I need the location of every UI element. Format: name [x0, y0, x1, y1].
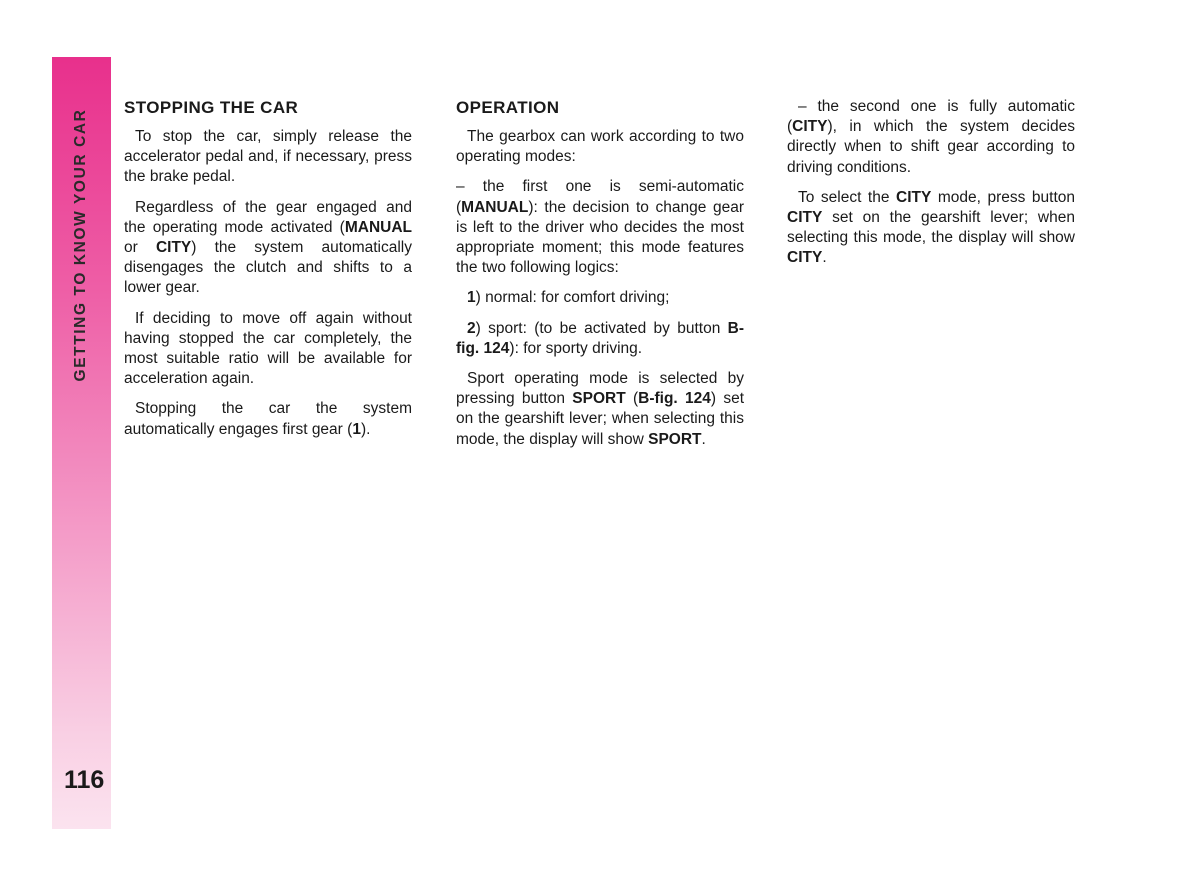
heading-operation: OPERATION [456, 98, 560, 117]
mode-manual: MANUAL [461, 198, 529, 216]
paragraph: Regardless of the gear engaged and the operating mode activated (MANUAL or CITY) the system automatically disengages the clutch and shifts to a lower gear. [124, 198, 412, 297]
paragraph: Stopping the car the system automatically engages first gear (1). [124, 400, 412, 438]
paragraph: – the second one is fully automatic (CITY), in which the system decides directly when to shift gear according to driving conditions. [787, 98, 1075, 176]
paragraph: Sport operating mode is selected by pressing button SPORT (B-fig. 124) set on the gearshift lever; when selecting this mode, the display will show SPORT. [456, 370, 745, 448]
mode-manual: MANUAL [344, 218, 412, 236]
list-item-sport: 2) sport: (to be activated by button B-fig. 124): for sporty driving. [456, 319, 744, 357]
section-title: GETTING TO KNOW YOUR CAR [72, 108, 89, 382]
list-item-normal: 1) normal: for comfort driving; [467, 289, 670, 307]
page-number: 116 [64, 766, 105, 794]
figure-reference: B-fig. 124 [638, 390, 711, 408]
paragraph: – the first one is semi-automatic (MANUAL): the decision to change gear is left to the driver who decides the most appropriate moment; this mode features the two following logics: [456, 178, 744, 277]
button-sport-label: SPORT [572, 390, 626, 408]
paragraph: If deciding to move off again without having stopped the car completely, the most suitable ratio will be available for acceleration again. [124, 309, 412, 388]
mode-city: CITY [896, 188, 932, 206]
paragraph: To stop the car, simply release the accelerator pedal and, if necessary, press the brake pedal. [124, 128, 412, 186]
mode-city: CITY [155, 239, 192, 257]
column-right [787, 97, 1075, 279]
paragraph: The gearbox can work according to two operating modes: [456, 128, 744, 166]
mode-city: CITY [792, 118, 828, 136]
heading-stopping-the-car: STOPPING THE CAR [124, 98, 299, 117]
display-sport-label: SPORT [648, 430, 702, 448]
column-left [124, 97, 412, 450]
gear-number: 1 [352, 420, 361, 438]
button-city-label: CITY [787, 209, 823, 227]
display-city-label: CITY [787, 249, 823, 267]
paragraph: To select the CITY mode, press button CITY set on the gearshift lever; when selecting this mode, the display will show CITY. [787, 188, 1076, 267]
column-middle [456, 97, 744, 460]
figure-reference: B-fig. 124 [456, 319, 744, 357]
